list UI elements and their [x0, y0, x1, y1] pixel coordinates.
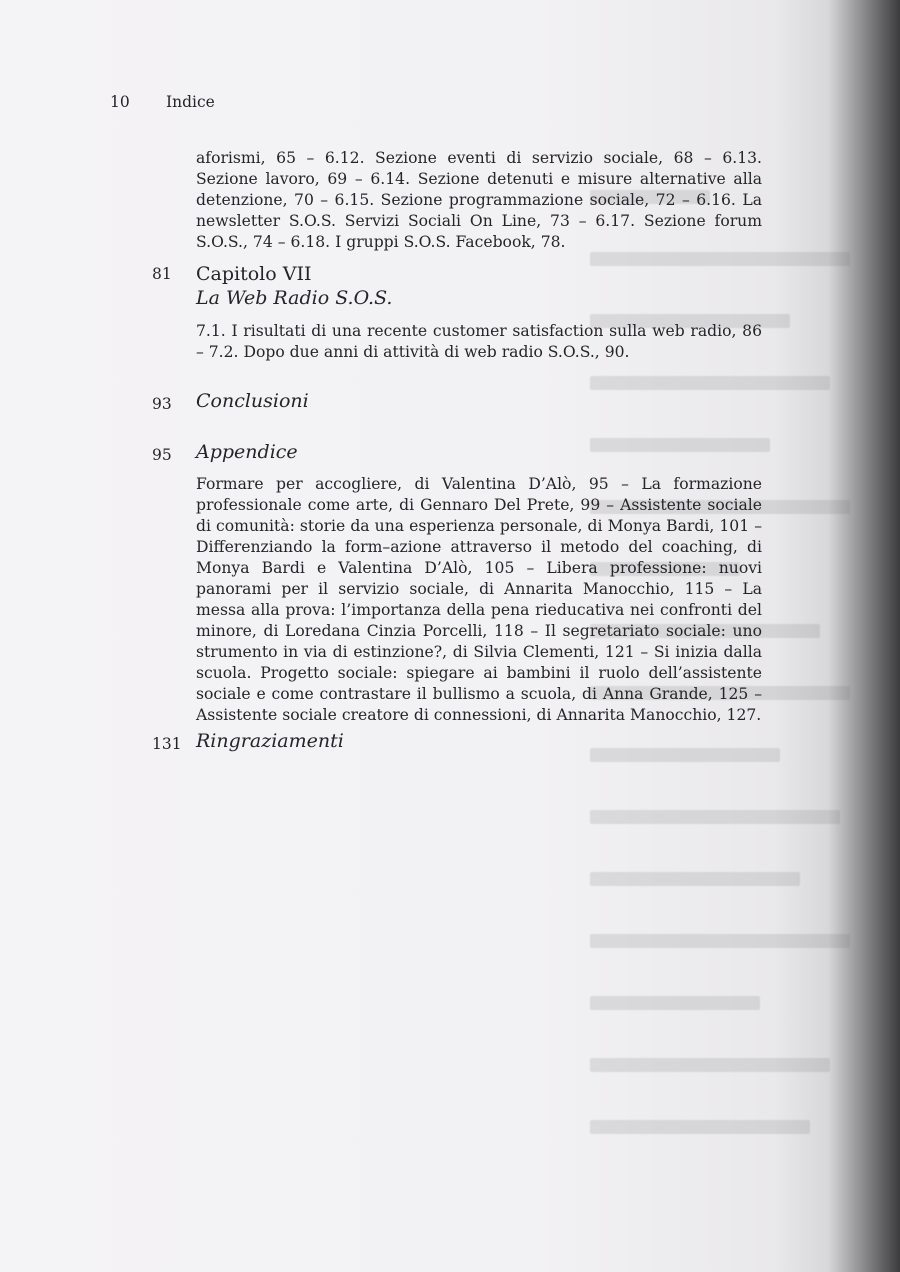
page-number: 10	[110, 93, 130, 111]
running-title: Indice	[166, 93, 215, 111]
appendice-page: 95	[152, 446, 172, 464]
chapter7-page: 81	[152, 265, 172, 283]
chapter7-title: Capitolo VII	[196, 263, 312, 285]
conclusioni-page: 93	[152, 395, 172, 413]
ringraziamenti-page: 131	[152, 735, 182, 753]
conclusioni-title: Conclusioni	[196, 390, 309, 412]
chapter7-entry	[196, 262, 762, 310]
appendice-title: Appendice	[196, 441, 298, 463]
chapter7-text: 7.1. I risultati di una recente customer satisfaction sulla web radio, 86 – 7.2. Dopo due anni di attività di web radio S.O.S., 90.	[196, 322, 762, 361]
appendice-text: Formare per accogliere, di Valentina D’Alò, 95 – La formazione professionale come arte, di Gennaro Del Prete, 99 – Assistente sociale di comunità: storie da una esperienza personale, di Monya Bardi, 101 – Differenziando la form–azione attraverso il metodo del coaching, di Monya Bardi e Valentina D’Alò, 105 – Libera professione: nuovi panorami per il servizio sociale, di Annarita Manocchio, 115 – La messa alla prova: l’importanza della pena rieducativa nei confronti del minore, di Loredana Cinzia Porcelli, 118 – Il segretariato sociale: uno strumento in via di estinzione?, di Silvia Clementi, 121 – Si inizia dalla scuola. Progetto sociale: spiegare ai bambini il ruolo dell’assistente sociale e come contrastare il bullismo a scuola, di Anna Grande, 125 – Assistente sociale creatore di connessioni, di Annarita Manocchio, 127.	[196, 475, 762, 724]
ringraziamenti-title: Ringraziamenti	[196, 730, 344, 752]
chapter6-continuation-text: aforismi, 65 – 6.12. Sezione eventi di servizio sociale, 68 – 6.13. Sezione lavoro, 69 – 6.14. Sezione detenuti e misure alternative alla detenzione, 70 – 6.15. Sezione programmazione sociale, 72 – 6.16. La newsletter S.O.S. Servizi Sociali On Line, 73 – 6.17. Sezione forum S.O.S., 74 – 6.18. I gruppi S.O.S. Facebook, 78.	[196, 149, 762, 251]
chapter7-subtitle: La Web Radio S.O.S.	[196, 287, 393, 309]
